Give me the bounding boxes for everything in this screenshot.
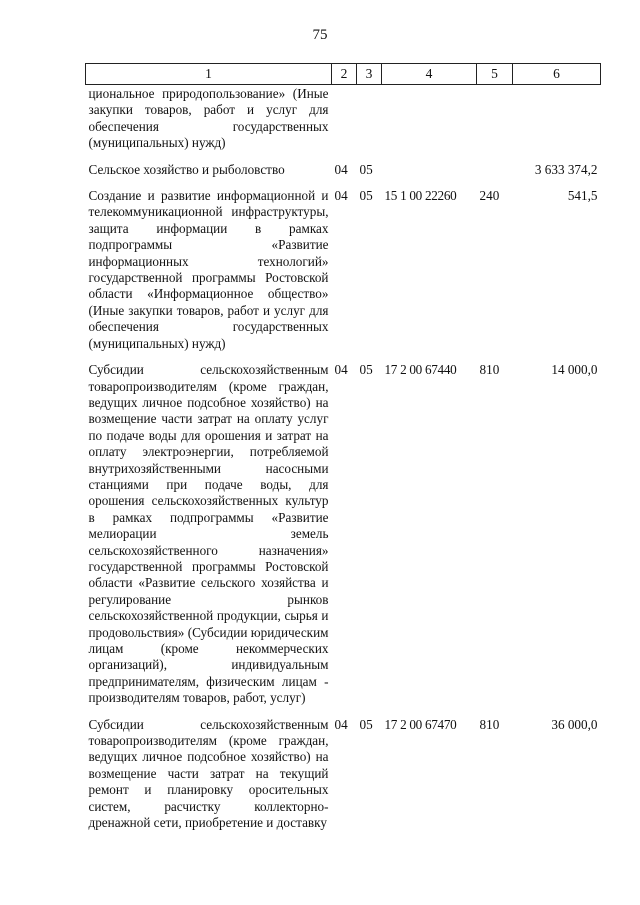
header-col-4: 4 [382,64,477,85]
row-amount: 36 000,0 [551,716,598,732]
row-subsection: 05 [359,161,373,177]
row-description: циональное природопользование» (Иные закупки товаров, работ и услуг для обеспечения государственных (муниципальных) нужд) [88,86,329,151]
table-row [86,717,601,842]
row-amount: 14 000,0 [551,362,598,378]
row-target-article [382,85,477,162]
budget-table [85,63,601,841]
table-row [86,362,601,717]
row-subsection: 05 [359,362,373,378]
table-row [86,188,601,362]
header-col-6: 6 [513,64,601,85]
row-amount [513,85,601,162]
row-section: 04 [334,161,348,177]
row-subsection: 05 [359,716,373,732]
row-description: Субсидии сельскохозяйственным товаропроизводителям (кроме граждан, ведущих личное подсобное хозяйство) на возмещение части затрат на оплату услуг по подаче воды для орошения и затрат на оплату электроэнергии, потребляемой внутрихозяйственными насосными станциями при подаче воды, для орошения сельскохозяйственных культур в рамках подпрограммы «Развитие мелиорации земель сельскохозяйственного назначения» государственной программы Ростовской области «Развитие сельского хозяйства и регулирование рынков сельскохозяйственной продукции, сырья и продовольствия» (Субсидии юридическим лицам (кроме некоммерческих организаций), индивидуальным предпринимателям, физическим лицам - производителям товаров, работ, услуг) [88,362,329,706]
header-col-3: 3 [357,64,382,85]
row-expense-type [477,162,513,188]
header-col-1: 1 [86,64,332,85]
row-target-article: 17 2 00 67470 [384,716,457,732]
row-expense-type: 810 [479,362,500,378]
row-section: 04 [334,188,348,204]
row-description: Сельское хозяйство и рыболовство [88,161,285,177]
row-amount: 541,5 [567,188,598,204]
table-body [86,85,601,842]
row-subsection: 05 [359,188,373,204]
row-target-article [382,162,477,188]
row-section: 04 [334,362,348,378]
row-description: Создание и развитие информационной и телекоммуникационной инфраструктуры, защита информации в рамках подпрограммы «Развитие информационных технологий» государственной программы Ростовской области «Информационное общество» (Иные закупки товаров, работ и услуг для обеспечения государственных (муниципальных) нужд) [88,188,329,351]
row-target-article: 15 1 00 22260 [384,188,457,204]
table-header [86,64,601,85]
row-target-article: 17 2 00 67440 [384,362,457,378]
row-subsection [357,85,382,162]
row-description: Субсидии сельскохозяйственным товаропроизводителям (кроме граждан, ведущих личное подсобное хозяйство) на возмещение части затрат на текущий ремонт и планировку оросительных систем, расчистку коллекторно-дренажной сети, приобретение и доставку [88,716,329,831]
table-row [86,162,601,188]
row-amount: 3 633 374,2 [534,161,598,177]
header-col-5: 5 [477,64,513,85]
row-section: 04 [334,716,348,732]
row-expense-type: 240 [479,188,500,204]
row-expense-type [477,85,513,162]
row-section [332,85,357,162]
table-row [86,85,601,162]
row-expense-type: 810 [479,716,500,732]
header-col-2: 2 [332,64,357,85]
page-number: 75 [312,27,328,43]
header-row [86,64,601,85]
